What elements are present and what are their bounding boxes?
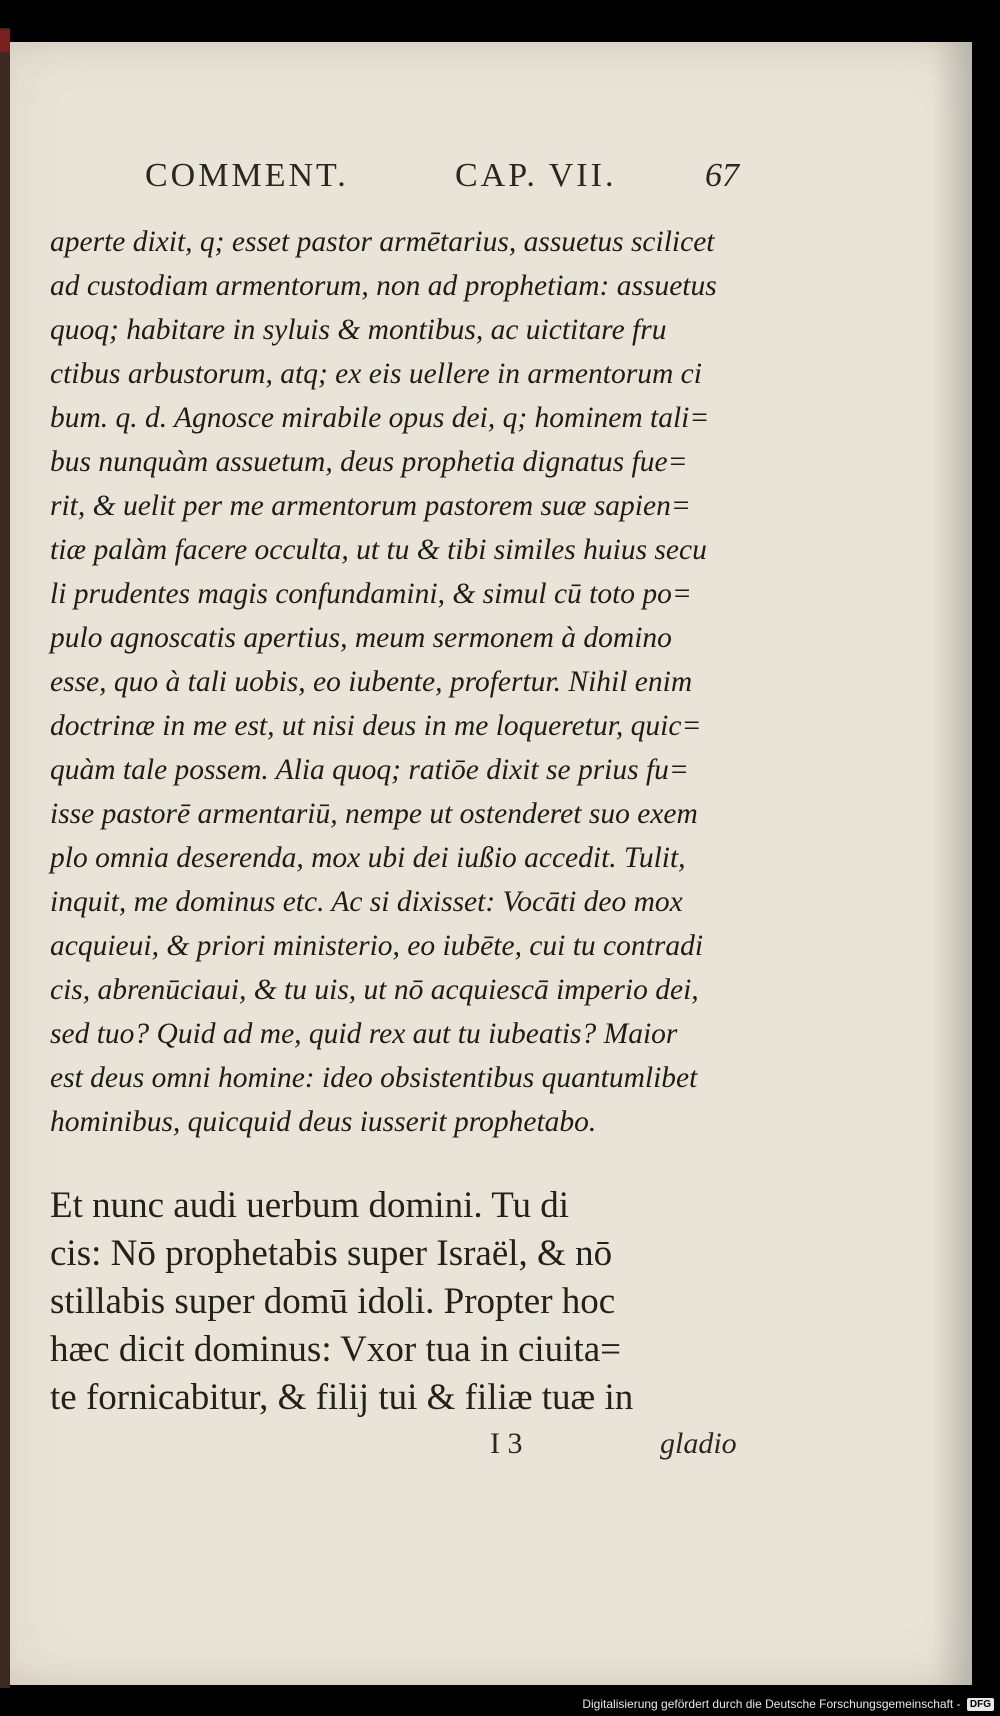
header-chapter: CAP. VII. xyxy=(455,157,617,194)
commentary-text xyxy=(50,220,760,1144)
text-line: ad custodiam armentorum, non ad prophetiam: assuetus xyxy=(50,270,717,302)
text-line: isse pastorē armentariū, nempe ut ostenderet suo exem xyxy=(50,798,698,830)
page-number: 67 xyxy=(705,157,739,194)
text-line: inquit, me dominus etc. Ac si dixisset: Vocāti deo mox xyxy=(50,886,683,918)
digitization-credit xyxy=(0,1695,994,1713)
running-header xyxy=(135,117,855,194)
scripture-line: Et nunc audi uerbum domini. Tu di xyxy=(50,1185,570,1226)
page-gutter-shadow xyxy=(932,42,972,1685)
scripture-line: hæc dicit dominus: Vxor tua in ciuita= xyxy=(50,1329,622,1370)
text-line: aperte dixit, q; esset pastor armētarius, assuetus scilicet xyxy=(50,226,715,258)
book-edge xyxy=(0,28,10,1688)
text-line: quàm tale possem. Alia quoq; ratiōe dixit se prius fu= xyxy=(50,754,689,786)
text-line: tiæ palàm facere occulta, ut tu & tibi similes huius secu xyxy=(50,534,707,566)
text-line: rit, & uelit per me armentorum pastorem suæ sapien= xyxy=(50,490,691,522)
text-line: est deus omni homine: ideo obsistentibus quantumlibet xyxy=(50,1062,698,1094)
header-title: COMMENT. xyxy=(145,157,349,194)
text-line: ctibus arbustorum, atq; ex eis uellere in armentorum ci xyxy=(50,358,702,390)
page-footer xyxy=(490,1427,790,1477)
text-line: hominibus, quicquid deus iusserit prophetabo. xyxy=(50,1106,597,1138)
text-line: quoq; habitare in syluis & montibus, ac uictitare fru xyxy=(50,314,667,346)
text-line: esse, quo à tali uobis, eo iubente, profertur. Nihil enim xyxy=(50,666,693,698)
text-line: cis, abrenūciaui, & tu uis, ut nō acquiescā imperio dei, xyxy=(50,974,699,1006)
book-page xyxy=(10,42,972,1685)
text-line: pulo agnoscatis apertius, meum sermonem à domino xyxy=(50,622,672,654)
catchword: gladio xyxy=(660,1427,737,1460)
book-edge-cover xyxy=(0,30,10,52)
text-line: bum. q. d. Agnosce mirabile opus dei, q; hominem tali= xyxy=(50,402,710,434)
text-line: sed tuo? Quid ad me, quid rex aut tu iubeatis? Maior xyxy=(50,1018,678,1050)
credit-text: Digitalisierung gefördert durch die Deutsche Forschungsgemeinschaft - xyxy=(582,1697,961,1711)
text-line: li prudentes magis confundamini, & simul cū toto po= xyxy=(50,578,692,610)
dfg-logo: DFG xyxy=(967,1698,994,1711)
signature-mark: I 3 xyxy=(490,1427,523,1460)
scripture-line: cis: Nō prophetabis super Israël, & nō xyxy=(50,1233,613,1274)
text-line: acquieui, & priori ministerio, eo iubēte, cui tu contradi xyxy=(50,930,704,962)
text-line: bus nunquàm assuetum, deus prophetia dignatus fue= xyxy=(50,446,688,478)
scripture-line: te fornicabitur, & filij tui & filiæ tuæ in xyxy=(50,1377,634,1418)
scripture-text xyxy=(50,1182,770,1422)
scripture-line: stillabis super domū idoli. Propter hoc xyxy=(50,1281,616,1322)
text-line: plo omnia deserenda, mox ubi dei iußio accedit. Tulit, xyxy=(50,842,686,874)
text-line: doctrinæ in me est, ut nisi deus in me loqueretur, quic= xyxy=(50,710,702,742)
